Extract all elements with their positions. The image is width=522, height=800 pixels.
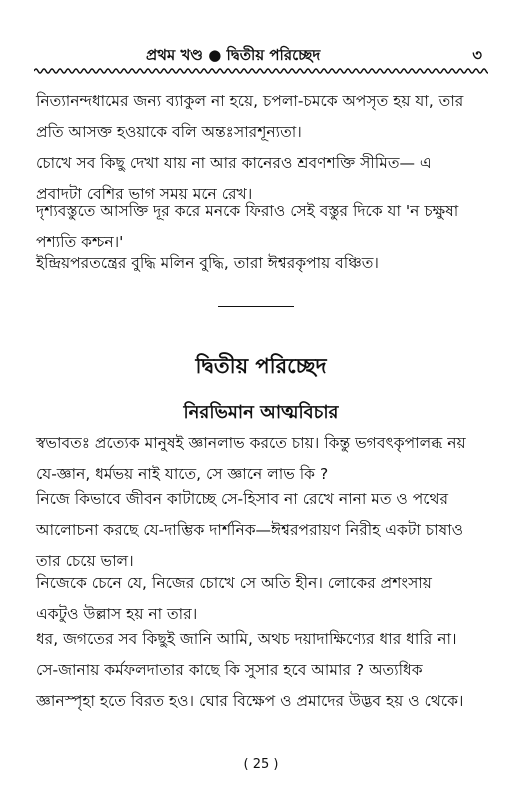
body-paragraph-1: স্বভাবতঃ প্রত্যেক মানুষই জ্ঞানলাভ করতে চায়। কিন্তু ভগবৎকৃপালব্ধ নয় যে-জ্ঞান, ধর্মভয় নাই যাতে, সে জ্ঞানে লাভ কি ? <box>36 434 466 483</box>
paragraph-4: ইন্দ্রিয়পরতন্ত্রের বুদ্ধি মলিন বুদ্ধি, তারা ঈশ্বরকৃপায় বঞ্চিত। <box>36 254 379 272</box>
paragraph-3: দৃশ্যবস্তুতে আসক্তি দূর করে মনকে ফিরাও সেই বস্তুর দিকে যা 'ন চক্ষুষা পশ্যতি কশ্চন।' <box>36 202 459 251</box>
running-title: প্রথম খণ্ড ● দ্বিতীয় পরিচ্ছেদ <box>146 46 321 64</box>
header-page-marker: ৩ <box>472 46 482 64</box>
running-header <box>36 44 492 66</box>
body-paragraph-3: নিজেকে চেনে যে, নিজের চোখে সে অতি হীন। লোকের প্রশংসায় একটুও উল্লাস হয় না তার। <box>36 574 432 623</box>
paragraph-1: নিত্যানন্দধামের জন্য ব্যাকুল না হয়ে, চপলা-চমকে অপসৃত হয় যা, তার প্রতি আসক্ত হওয়াকে বলি অন্তঃসারশূন্যতা। <box>36 92 464 141</box>
paragraph-2: চোখে সব কিছু দেখা যায় না আর কানেরও শ্রবণশক্তি সীমিত— এ প্রবাদটা বেশির ভাগ সময় মনে রেখ। <box>36 154 432 203</box>
body-paragraph-4: ধর, জগতের সব কিছুই জানি আমি, অথচ দয়াদাক্ষিণ্যের ধার ধারি না। সে-জানায় কর্মফলদাতার কাছে কি সুসার হবে আমার ? অত্যধিক জ্ঞানস্পৃহা হতে বিরত হও। ঘোর বিক্ষেপ ও প্রমাদের উদ্ভব হয় ও থেকে। <box>36 630 464 710</box>
section-subtitle: নিরভিমান আত্মবিচার <box>183 402 339 423</box>
chapter-title: দ্বিতীয় পরিচ্ছেদ <box>195 354 327 378</box>
body-paragraph-2: নিজে কিভাবে জীবন কাটাচ্ছে সে-হিসাব না রেখে নানা মত ও পথের আলোচনা করছে যে-দাম্ভিক দার্শনিক—ঈশ্বরপরায়ণ নিরীহ একটা চাষাও তার চেয়ে ভাল। <box>36 490 464 570</box>
wavy-rule <box>34 67 488 75</box>
page-number: ( 25 ) <box>243 757 279 772</box>
section-divider <box>218 306 294 307</box>
